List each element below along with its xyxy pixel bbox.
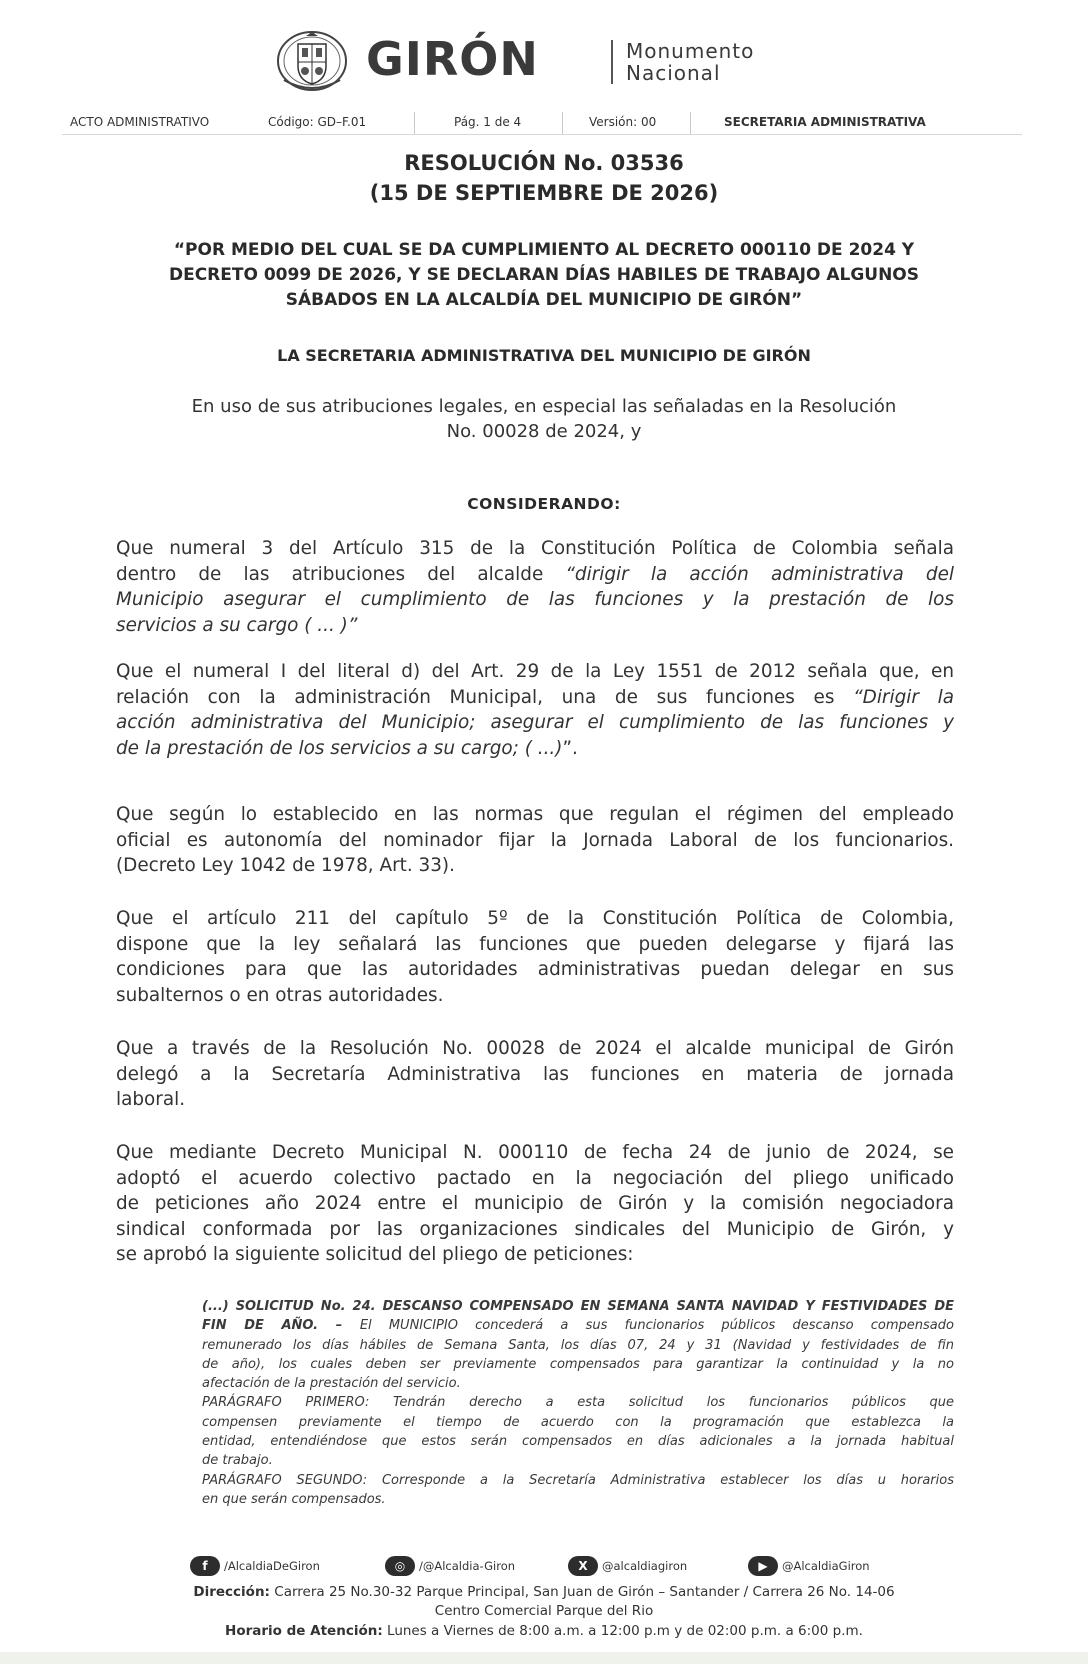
quote-line [202, 1297, 954, 1316]
quote-heading: FIN DE AÑO. – [202, 1318, 360, 1334]
hours-label: Horario de Atención: [225, 1623, 383, 1639]
x-icon: X [568, 1556, 598, 1576]
paragraph-line: sindical conformada por las organizaciones sindicales del Municipio de Girón, y [116, 1218, 954, 1240]
considerando-heading: CONSIDERANDO: [467, 495, 621, 513]
paragraph-line: subalternos o en otras autoridades. [116, 984, 444, 1006]
resolution-number: RESOLUCIÓN No. 03536 [404, 151, 684, 175]
paragraph-line: Que a través de la Resolución No. 00028 de 2024 el alcalde municipal de Girón [116, 1038, 954, 1059]
paragraph-line: Que el artículo 211 del capítulo 5º de la Constitución Política de Colombia, [116, 908, 954, 929]
quoted-petition [202, 1297, 954, 1509]
address-label: Dirección: [193, 1584, 270, 1600]
social-links [190, 1556, 930, 1578]
attributions-statement [0, 394, 1088, 444]
social-handle: @alcaldiagiron [602, 1559, 688, 1573]
quoted-text: de la prestación de los servicios a su cargo; ( ...) [116, 737, 563, 759]
tagline-line-2: Nacional [626, 61, 721, 85]
meta-doc-type: ACTO ADMINISTRATIVO [70, 115, 210, 129]
meta-divider [562, 112, 563, 134]
attributions-line: No. 00028 de 2024, y [446, 421, 642, 442]
quote-line: de trabajo. [202, 1453, 273, 1469]
brand-divider [611, 40, 613, 84]
instagram-icon: ◎ [385, 1556, 415, 1576]
meta-divider [690, 112, 691, 134]
paragraph-line: oficial es autonomía del nominador fijar la Jornada Laboral de los funcionarios. [116, 829, 954, 851]
brand-name: GIRÓN [366, 32, 539, 86]
paragraph-2 [116, 659, 954, 761]
text-run: El MUNICIPIO concederá a sus funcionarios públicos descanso compensado [359, 1318, 954, 1334]
paragraph-line: dispone que la ley señalará las funciones que pueden delegarse y fijará las [116, 933, 954, 955]
social-handle: @AlcaldiaGiron [782, 1559, 870, 1573]
document-meta-bar [62, 112, 1022, 135]
hours-text: Lunes a Viernes de 8:00 a.m. a 12:00 p.m y de 02:00 p.m. a 6:00 p.m. [387, 1623, 863, 1639]
quoted-text: Municipio asegurar el cumplimiento de las funciones y la prestación de los [116, 589, 954, 610]
paragraph-line [116, 562, 954, 588]
quote-line [202, 1316, 954, 1335]
quoted-text: servicios a su cargo ( ... )” [116, 614, 358, 636]
social-instagram[interactable] [385, 1556, 515, 1576]
paragraph-4 [116, 906, 954, 1008]
social-handle: /@Alcaldia-Giron [419, 1559, 516, 1573]
quote-line: en que serán compensados. [202, 1491, 386, 1507]
meta-code: Código: GD–F.01 [268, 115, 367, 129]
quote-line: remunerado los días hábiles de Semana Santa, los días 07, 24 y 31 (Navidad y festividades de fin [202, 1337, 954, 1353]
text-run: relación con la administración Municipal, una de sus funciones es [116, 686, 854, 708]
text-run: ”. [562, 737, 578, 759]
brand-tagline [626, 40, 754, 84]
paragraph-3 [116, 802, 954, 879]
issuing-authority: LA SECRETARIA ADMINISTRATIVA DEL MUNICIPIO DE GIRÓN [277, 346, 811, 365]
quote-line: PARÁGRAFO PRIMERO: Tendrán derecho a esta solicitud los funcionarios públicos que [202, 1395, 954, 1411]
social-x[interactable] [568, 1556, 687, 1576]
paragraph-line: se aprobó la siguiente solicitud del pliego de peticiones: [116, 1244, 634, 1265]
paragraph-line: adoptó el acuerdo colectivo pactado en la negociación del pliego unificado [116, 1167, 954, 1189]
paragraph-line: Que según lo establecido en las normas que regulan el régimen del empleado [116, 804, 954, 825]
quote-heading: (...) SOLICITUD No. 24. DESCANSO COMPENSADO EN SEMANA SANTA NAVIDAD Y FESTIVIDADES DE [202, 1299, 954, 1314]
paragraph-line: laboral. [116, 1089, 186, 1110]
text-run: dentro de las atribuciones del alcalde [116, 563, 566, 585]
footer-address-2: Centro Comercial Parque del Rio [434, 1603, 654, 1619]
address-line-1: Carrera 25 No.30-32 Parque Principal, San Juan de Girón – Santander / Carrera 26 No. 14-06 [274, 1584, 895, 1600]
quote-line: afectación de la prestación del servicio. [202, 1376, 461, 1392]
subject-line: “POR MEDIO DEL CUAL SE DA CUMPLIMIENTO AL DECRETO 000110 DE 2024 Y [173, 240, 915, 260]
paragraph-6 [116, 1140, 954, 1268]
social-facebook[interactable] [190, 1556, 320, 1576]
paragraph-line: delegó a la Secretaría Administrativa las funciones en materia de jornada [116, 1063, 954, 1085]
resolution-title [0, 148, 1088, 208]
footer-address [0, 1584, 1088, 1600]
tagline-line-1: Monumento [626, 39, 755, 63]
paragraph-line [116, 613, 954, 639]
quote-line: entidad, entendiéndose que estos serán compensados en días adicionales a la jornada habitual [202, 1434, 954, 1450]
paragraph-line [116, 736, 954, 762]
paragraph-5 [116, 1036, 954, 1113]
paragraph-line: condiciones para que las autoridades administrativas puedan delegar en sus [116, 959, 954, 980]
paragraph-line [116, 587, 954, 613]
meta-page: Pág. 1 de 4 [454, 115, 522, 129]
social-handle: /AlcaldiaDeGiron [224, 1559, 320, 1573]
quoted-text: acción administrativa del Municipio; asegurar el cumplimiento de las funciones y [116, 712, 954, 733]
paragraph-line [116, 685, 954, 711]
paragraph-line: Que numeral 3 del Artículo 315 de la Constitución Política de Colombia señala [116, 538, 954, 559]
quoted-text: “Dirigir la [853, 686, 954, 708]
footer-hours [0, 1623, 1088, 1639]
quote-line: compensen previamente el tiempo de acuerdo con la programación que establezca la [202, 1414, 954, 1430]
youtube-icon: ▶ [748, 1556, 778, 1576]
paragraph-line: de peticiones año 2024 entre el municipio de Girón y la comisión negociadora [116, 1193, 954, 1214]
paragraph-line: (Decreto Ley 1042 de 1978, Art. 33). [116, 855, 455, 876]
paragraph-1 [116, 536, 954, 638]
subject-line: DECRETO 0099 DE 2026, Y SE DECLARAN DÍAS HABILES DE TRABAJO ALGUNOS [168, 265, 920, 285]
letterhead [0, 30, 1088, 92]
coat-of-arms-icon [276, 30, 348, 92]
social-youtube[interactable] [748, 1556, 870, 1576]
quoted-text: “dirigir la acción administrativa del [565, 563, 955, 585]
quote-line: PARÁGRAFO SEGUNDO: Corresponde a la Secretaría Administrativa establecer los días u horarios [202, 1472, 954, 1488]
resolution-date: (15 DE SEPTIEMBRE DE 2026) [369, 181, 719, 205]
paragraph-line: Que mediante Decreto Municipal N. 000110 de fecha 24 de junio de 2024, se [116, 1142, 954, 1163]
subject-line: SÁBADOS EN LA ALCALDÍA DEL MUNICIPIO DE GIRÓN” [285, 290, 803, 310]
meta-office: SECRETARIA ADMINISTRATIVA [724, 115, 926, 129]
quote-line: de año), los cuales deben ser previamente compensados para garantizar la continuidad y la no [202, 1356, 954, 1372]
meta-version: Versión: 00 [589, 115, 657, 129]
attributions-line: En uso de sus atribuciones legales, en especial las señaladas en la Resolución [191, 396, 897, 417]
paragraph-line [116, 710, 954, 736]
page-bottom-band [0, 1652, 1088, 1664]
facebook-icon: f [190, 1556, 220, 1576]
resolution-subject [0, 238, 1088, 313]
meta-divider [414, 112, 415, 134]
paragraph-line: Que el numeral I del literal d) del Art. 29 de la Ley 1551 de 2012 señala que, en [116, 661, 954, 682]
